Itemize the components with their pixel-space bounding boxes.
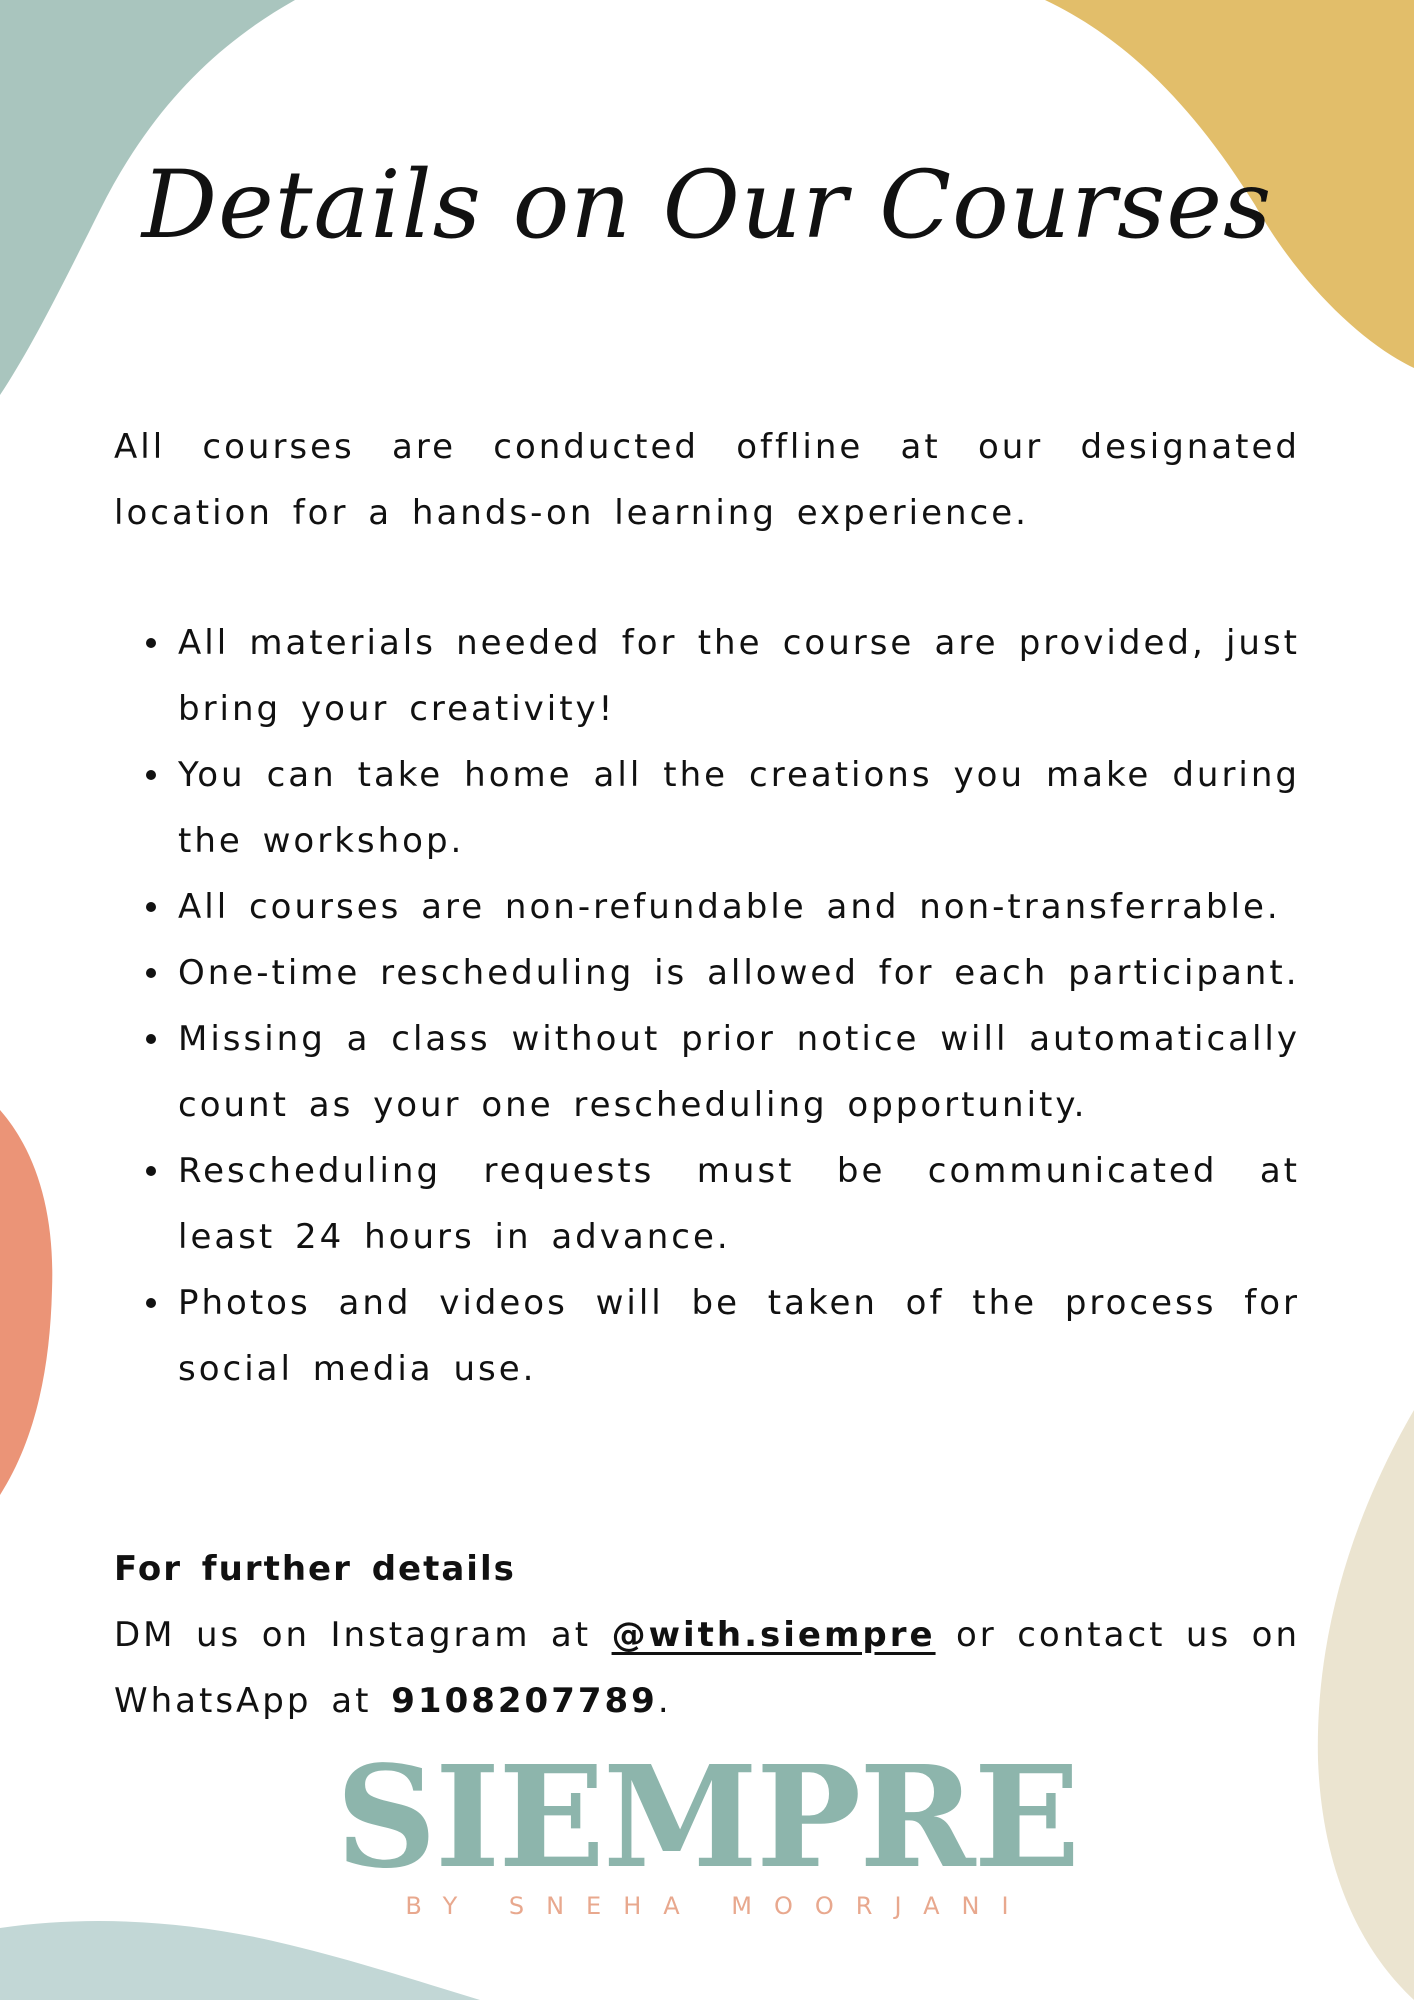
bullet-icon bbox=[146, 638, 156, 648]
contact-text-before: DM us on Instagram at bbox=[114, 1615, 612, 1655]
rule-item-materials bbox=[178, 610, 1300, 742]
rule-text: All courses are non-refundable and non-transferrable. bbox=[178, 887, 1281, 927]
rule-text: Missing a class without prior notice will automatically count as your one rescheduling opportunity. bbox=[178, 1019, 1300, 1125]
contact-paragraph bbox=[114, 1602, 1300, 1734]
logo-byline: BY SNEHA MOORJANI bbox=[405, 1892, 1031, 1920]
course-details-content bbox=[114, 414, 1300, 1734]
rule-item-photos bbox=[178, 1270, 1300, 1402]
rule-text: One-time rescheduling is allowed for each participant. bbox=[178, 953, 1300, 993]
siempre-logo bbox=[0, 1736, 1414, 1920]
bottom-edge-blob bbox=[0, 1921, 480, 2000]
bullet-icon bbox=[146, 1166, 156, 1176]
rule-text: Rescheduling requests must be communicated at least 24 hours in advance. bbox=[178, 1151, 1300, 1257]
logo-wordmark: SIEMPRE bbox=[335, 1736, 1079, 1900]
whatsapp-number: 9108207789 bbox=[391, 1681, 658, 1721]
rule-item-rescheduling bbox=[178, 940, 1300, 1006]
coral-side-blob bbox=[0, 1110, 52, 1495]
bullet-icon bbox=[146, 902, 156, 912]
further-details-section bbox=[114, 1536, 1300, 1734]
further-details-heading: For further details bbox=[114, 1549, 516, 1589]
instagram-handle-link[interactable]: @with.siempre bbox=[611, 1615, 936, 1655]
intro-paragraph: All courses are conducted offline at our designated location for a hands-on learning experience. bbox=[114, 427, 1300, 533]
contact-text-middle: or contact us on WhatsApp at bbox=[114, 1615, 1301, 1721]
bullet-icon bbox=[146, 1034, 156, 1044]
rule-item-take-home bbox=[178, 742, 1300, 874]
rule-item-advance-notice bbox=[178, 1138, 1300, 1270]
rule-text: All materials needed for the course are provided, just bring your creativity! bbox=[178, 623, 1300, 729]
page-title: Details on Our Courses bbox=[141, 151, 1273, 260]
bullet-icon bbox=[146, 770, 156, 780]
bullet-icon bbox=[146, 968, 156, 978]
rule-item-non-refundable bbox=[178, 874, 1300, 940]
course-rules-list bbox=[114, 610, 1300, 1402]
bullet-icon bbox=[146, 1298, 156, 1308]
rule-text: You can take home all the creations you make during the workshop. bbox=[178, 755, 1300, 861]
rule-text: Photos and videos will be taken of the process for social media use. bbox=[178, 1283, 1300, 1389]
rule-item-missing-class bbox=[178, 1006, 1300, 1138]
contact-text-after: . bbox=[657, 1681, 672, 1721]
